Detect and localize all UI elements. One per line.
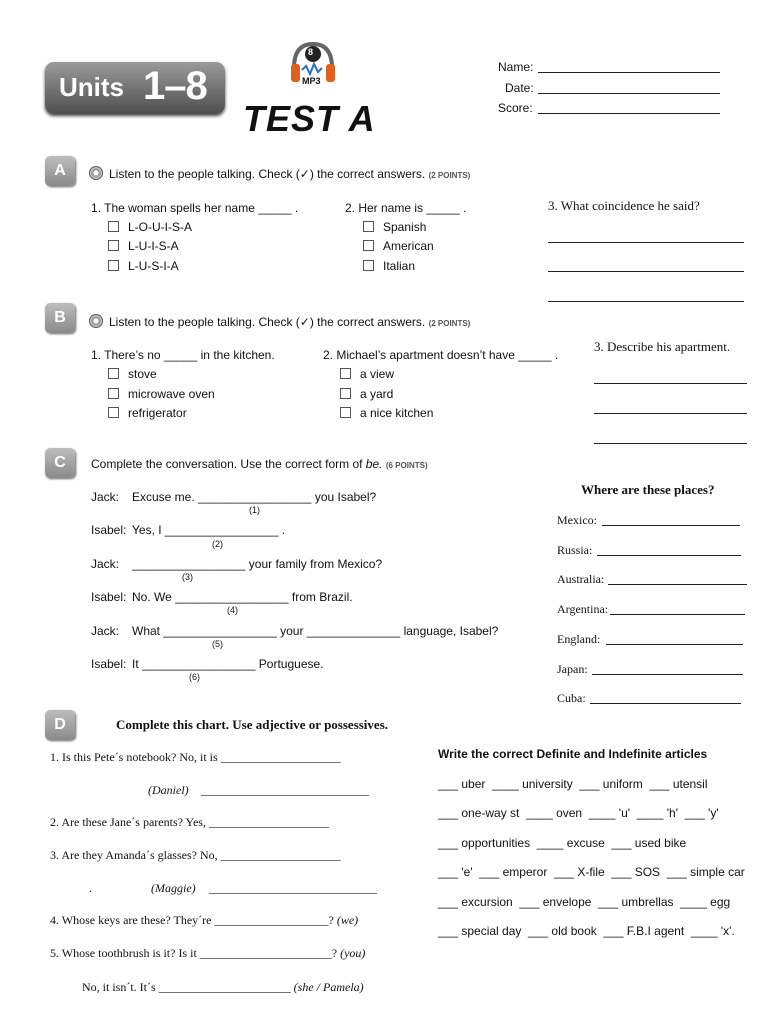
d-question-5: 5. Whose toothbrush is it? Is it ______________________? (you) bbox=[50, 946, 366, 960]
checkbox[interactable] bbox=[108, 388, 119, 399]
blank-number: (6) bbox=[189, 672, 200, 682]
place-argentina: Argentina: bbox=[557, 602, 609, 616]
section-d-title: Complete this chart. Use adjective or possessives. bbox=[116, 717, 388, 732]
section-b-q2: 2. Michael’s apartment doesn’t have _____ . bbox=[323, 348, 559, 362]
conversation-line-2: Isabel: Yes, I _________________ . bbox=[91, 523, 286, 537]
d-q3-name: (Maggie) bbox=[151, 881, 196, 895]
date-field[interactable] bbox=[538, 93, 720, 94]
blank-number: (1) bbox=[249, 505, 260, 515]
score-label: Score: bbox=[498, 101, 533, 115]
a-q2-option-2[interactable]: American bbox=[363, 239, 434, 253]
place-answer-line[interactable] bbox=[610, 614, 745, 615]
units-range: 1–8 bbox=[143, 64, 207, 108]
blank-number: (3) bbox=[182, 572, 193, 582]
b-q1-option-3[interactable]: refrigerator bbox=[108, 406, 187, 420]
checkbox[interactable] bbox=[108, 240, 119, 251]
d-q3-dot: . bbox=[89, 881, 92, 895]
conversation-line-1: Jack: Excuse me. _________________ you Isabel? bbox=[91, 490, 377, 504]
a-q3-answer-line-3[interactable] bbox=[548, 301, 744, 302]
audio-icon bbox=[89, 166, 103, 180]
blank-number: (4) bbox=[227, 605, 238, 615]
a-q1-option-3[interactable]: L-U-S-I-A bbox=[108, 259, 179, 273]
conversation-line-4: Isabel: No. We _________________ from Brazil. bbox=[91, 590, 353, 604]
b-q1-option-1[interactable]: stove bbox=[108, 367, 157, 381]
a-q1-option-1[interactable]: L-O-U-I-S-A bbox=[108, 220, 192, 234]
a-q1-option-2[interactable]: L-U-I-S-A bbox=[108, 239, 179, 253]
d-q3-answer-line[interactable]: ____________________________ bbox=[209, 881, 377, 895]
place-australia: Australia: bbox=[557, 572, 605, 586]
conversation-line-6: Isabel: It _________________ Portuguese. bbox=[91, 657, 324, 671]
d-q1-answer-line[interactable]: ____________________________ bbox=[201, 783, 369, 797]
mp3-label: MP3 bbox=[302, 76, 321, 86]
section-b-badge: B bbox=[45, 303, 75, 333]
b-q3-answer-line-1[interactable] bbox=[594, 383, 747, 384]
places-title: Where are these places? bbox=[581, 482, 715, 497]
checkbox[interactable] bbox=[363, 221, 374, 232]
d-question-5b: No, it isn´t. It´s ______________________ (she / Pamela) bbox=[82, 980, 364, 994]
section-a-q1: 1. The woman spells her name _____ . bbox=[91, 201, 299, 215]
a-q3-answer-line-1[interactable] bbox=[548, 242, 744, 243]
checkbox[interactable] bbox=[340, 388, 351, 399]
section-a-q3: 3. What coincidence he said? bbox=[548, 198, 700, 213]
b-q3-answer-line-3[interactable] bbox=[594, 443, 747, 444]
place-england: England: bbox=[557, 632, 601, 646]
articles-row-5[interactable]: ___ excursion ___ envelope ___ umbrellas ____ egg bbox=[438, 895, 731, 909]
name-field[interactable] bbox=[538, 72, 720, 73]
d-question-4: 4. Whose keys are these? They´re ___________________? (we) bbox=[50, 913, 359, 927]
articles-row-1[interactable]: ___ uber ____ university ___ uniform ___ utensil bbox=[438, 777, 708, 791]
mp3-headphones-icon bbox=[288, 38, 338, 90]
place-japan: Japan: bbox=[557, 662, 588, 676]
articles-row-3[interactable]: ___ opportunities ____ excuse ___ used bike bbox=[438, 836, 687, 850]
d-q1-name: (Daniel) bbox=[148, 783, 189, 797]
a-q3-answer-line-2[interactable] bbox=[548, 271, 744, 272]
place-answer-line[interactable] bbox=[592, 674, 743, 675]
b-q2-option-2[interactable]: a yard bbox=[340, 387, 393, 401]
conversation-line-3: Jack: _________________ your family from Mexico? bbox=[91, 557, 383, 571]
checkbox[interactable] bbox=[108, 221, 119, 232]
b-q2-option-3[interactable]: a nice kitchen bbox=[340, 406, 433, 420]
blank-number: (2) bbox=[212, 539, 223, 549]
section-c-badge: C bbox=[45, 448, 75, 478]
section-b-instruction: Listen to the people talking. Check (✓) the correct answers. (2 POINTS) bbox=[89, 314, 470, 329]
blank-number: (5) bbox=[212, 639, 223, 649]
a-q2-option-3[interactable]: Italian bbox=[363, 259, 415, 273]
date-label: Date: bbox=[505, 81, 534, 95]
articles-row-2[interactable]: ___ one-way st ____ oven ____ 'u' ____ 'h' ___ 'y' bbox=[438, 806, 719, 820]
a-q2-option-1[interactable]: Spanish bbox=[363, 220, 426, 234]
articles-row-6[interactable]: ___ special day ___ old book ___ F.B.I agent ____ 'x'. bbox=[438, 924, 735, 938]
articles-row-4[interactable]: ___ 'e' ___ emperor ___ X-file ___ SOS ___ simple car bbox=[438, 865, 745, 879]
checkbox[interactable] bbox=[363, 240, 374, 251]
score-field[interactable] bbox=[538, 113, 720, 114]
section-b-q1: 1. There’s no _____ in the kitchen. bbox=[91, 348, 275, 362]
b-q1-option-2[interactable]: microwave oven bbox=[108, 387, 215, 401]
checkbox[interactable] bbox=[108, 368, 119, 379]
name-label: Name: bbox=[498, 60, 534, 74]
checkbox[interactable] bbox=[363, 260, 374, 271]
checkbox[interactable] bbox=[108, 407, 119, 418]
audio-icon bbox=[89, 314, 103, 328]
units-banner bbox=[45, 62, 225, 114]
test-title: TEST A bbox=[243, 98, 376, 139]
d-question-1: 1. Is this Pete´s notebook? No, it is ____________________ bbox=[50, 750, 341, 764]
place-answer-line[interactable] bbox=[590, 703, 741, 704]
section-a-badge: A bbox=[45, 156, 75, 186]
place-answer-line[interactable] bbox=[597, 555, 741, 556]
place-russia: Russia: bbox=[557, 543, 593, 557]
checkbox[interactable] bbox=[340, 407, 351, 418]
units-word: Units bbox=[59, 72, 124, 102]
d-question-2: 2. Are these Jane´s parents? Yes, ____________________ bbox=[50, 815, 329, 829]
place-cuba: Cuba: bbox=[557, 691, 586, 705]
mp3-number: 8 bbox=[308, 47, 314, 57]
conversation-line-5: Jack: What _________________ your ______________ language, Isabel? bbox=[91, 624, 499, 638]
checkbox[interactable] bbox=[108, 260, 119, 271]
place-answer-line[interactable] bbox=[602, 525, 740, 526]
section-d-badge: D bbox=[45, 710, 75, 740]
section-a-q2: 2. Her name is _____ . bbox=[345, 201, 467, 215]
d-question-3: 3. Are they Amanda´s glasses? No, ____________________ bbox=[50, 848, 341, 862]
checkbox[interactable] bbox=[340, 368, 351, 379]
articles-title: Write the correct Definite and Indefinite articles bbox=[438, 747, 708, 761]
place-answer-line[interactable] bbox=[608, 584, 747, 585]
place-answer-line[interactable] bbox=[606, 644, 743, 645]
place-mexico: Mexico: bbox=[557, 513, 597, 527]
section-a-instruction: Listen to the people talking. Check (✓) the correct answers. (2 POINTS) bbox=[89, 166, 470, 181]
b-q2-option-1[interactable]: a view bbox=[340, 367, 394, 381]
b-q3-answer-line-2[interactable] bbox=[594, 413, 747, 414]
section-b-q3: 3. Describe his apartment. bbox=[594, 339, 731, 354]
section-c-instruction: Complete the conversation. Use the correct form of be. (6 POINTS) bbox=[91, 457, 428, 471]
